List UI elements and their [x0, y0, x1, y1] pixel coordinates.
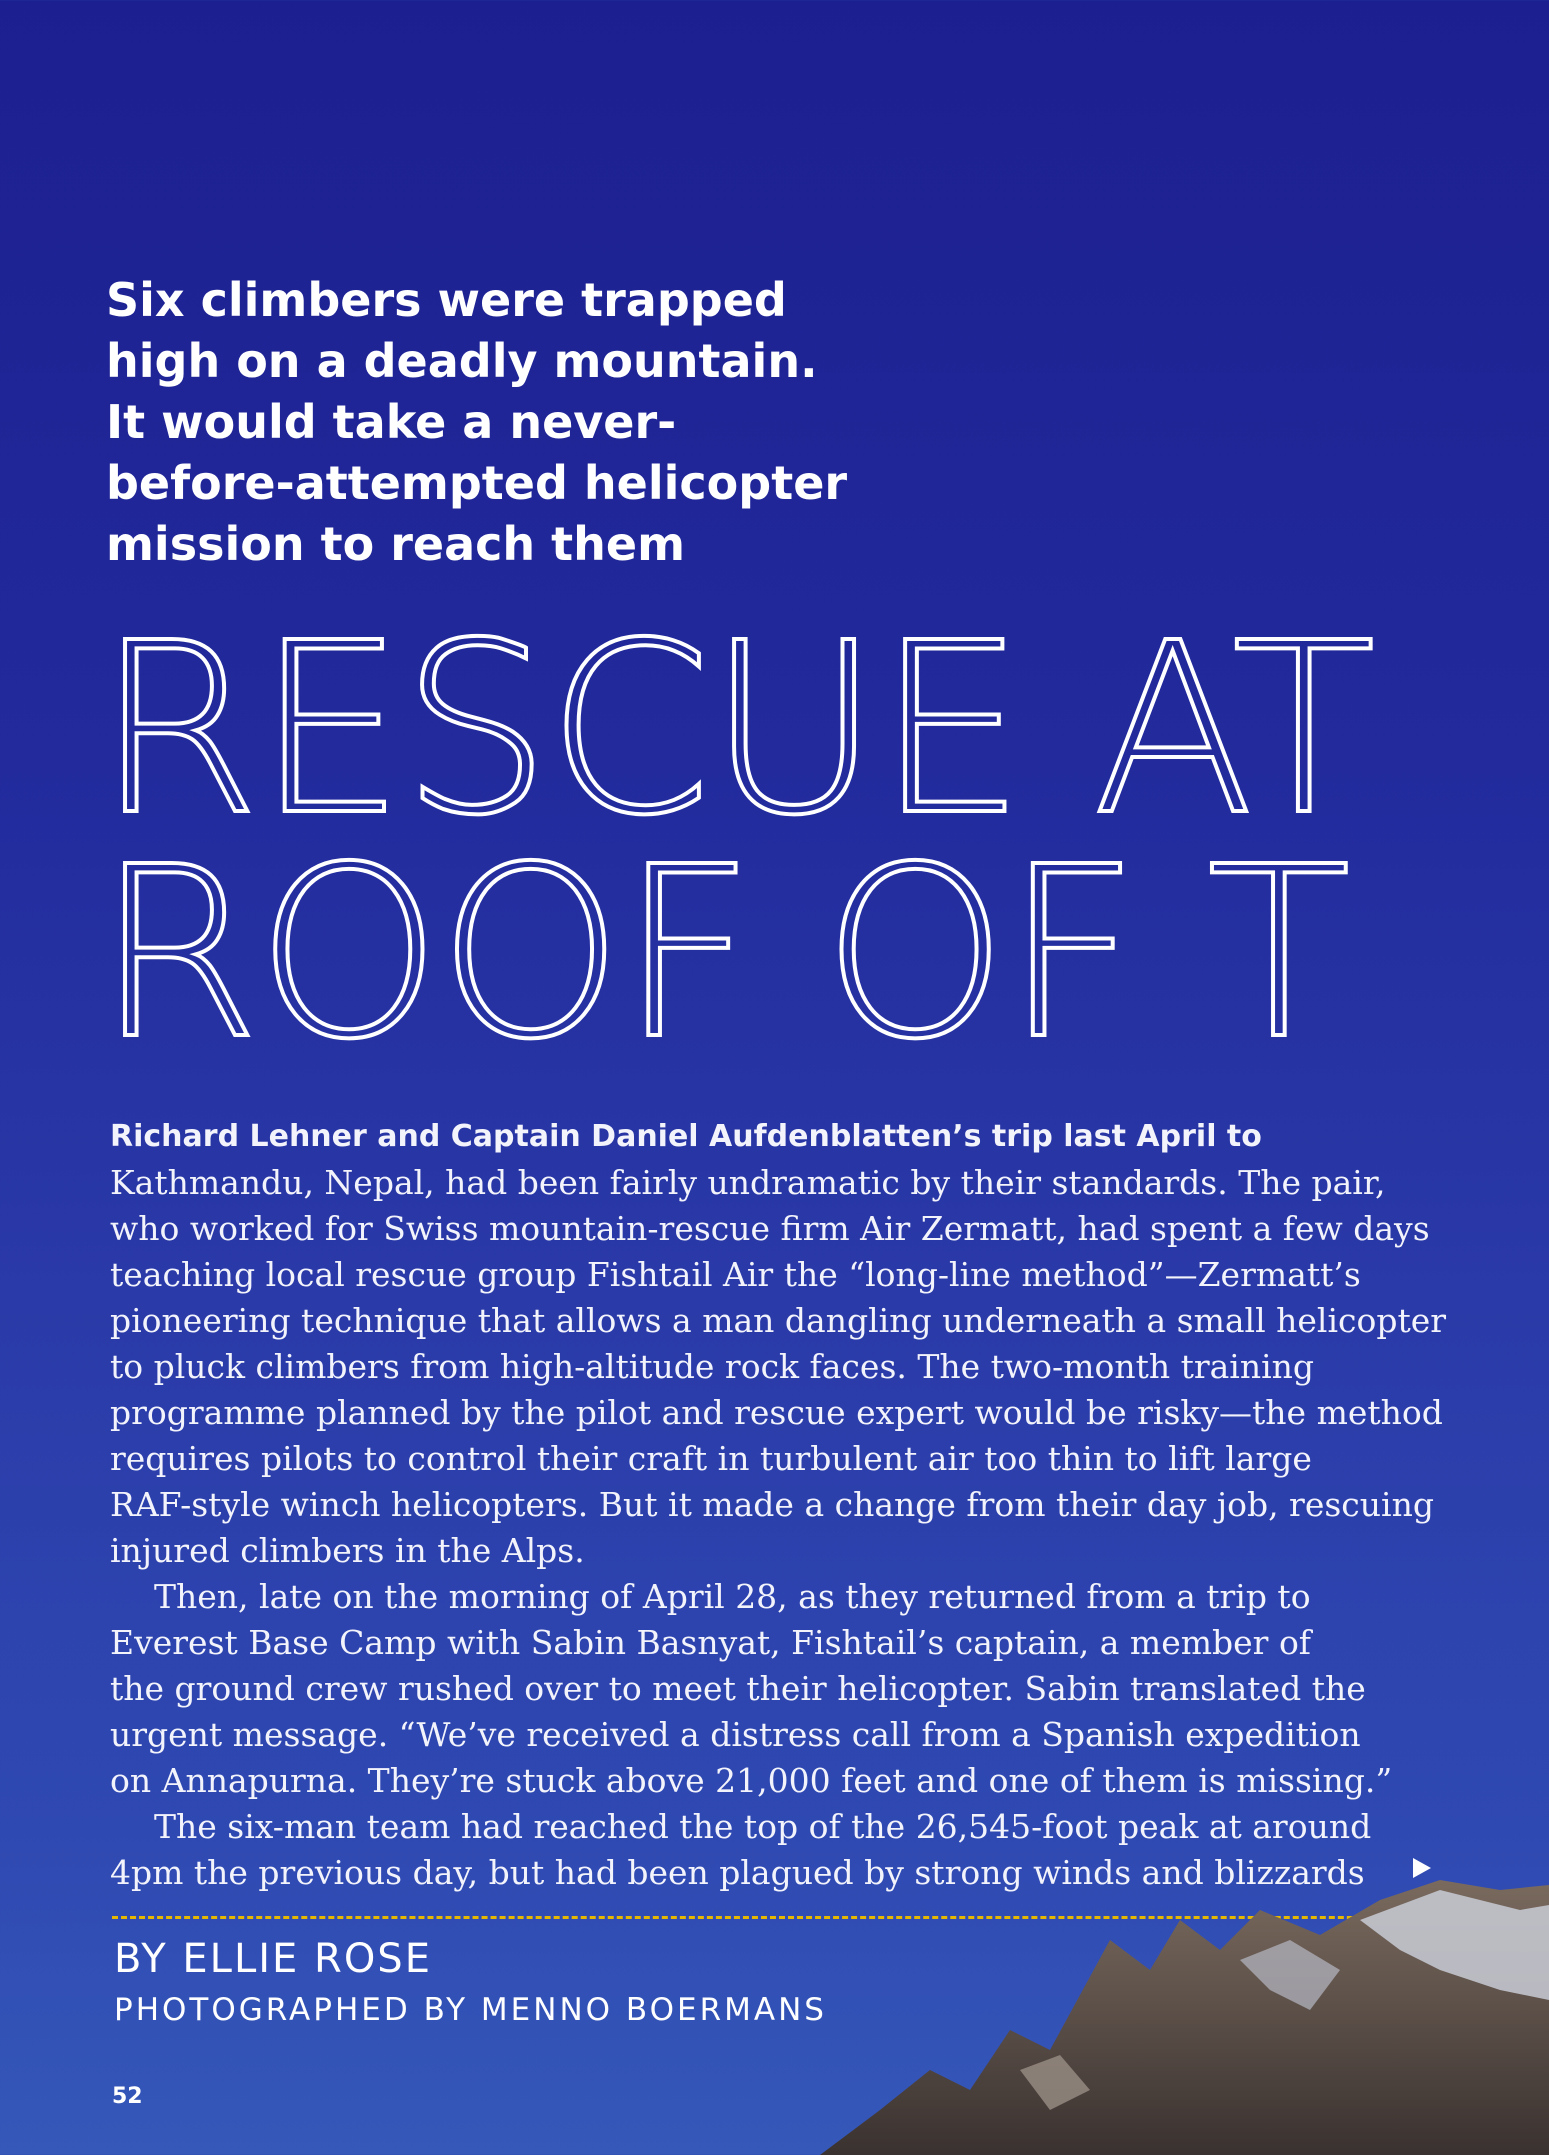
body-line: requires pilots to control their craft in turbulent air too thin to lift large: [110, 1439, 1312, 1478]
continue-arrow-icon: [1413, 1858, 1431, 1878]
page-number: 52: [112, 2084, 143, 2109]
lead-in: Richard Lehner and Captain Daniel Aufdenblatten’s trip last April to: [110, 1119, 1262, 1154]
standfirst-line: mission to reach them: [106, 517, 686, 571]
body-line: the ground crew rushed over to meet their helicopter. Sabin translated the: [110, 1669, 1366, 1708]
body-line: pioneering technique that allows a man dangling underneath a small helicopter: [110, 1301, 1447, 1340]
standfirst-line: high on a deadly mountain.: [106, 334, 818, 388]
standfirst-line: It would take a never-: [106, 395, 677, 449]
byline: BY ELLIE ROSE: [114, 1936, 432, 1982]
body-line: urgent message. “We’ve received a distress call from a Spanish expedition: [110, 1715, 1361, 1754]
body-line: who worked for Swiss mountain-rescue firm Air Zermatt, had spent a few days: [110, 1209, 1430, 1248]
article-body: [110, 1114, 1447, 1896]
body-line: to pluck climbers from high-altitude rock faces. The two-month training: [110, 1347, 1315, 1386]
headline-line: ROOF OF T: [96, 816, 1347, 1091]
body-line: injured climbers in the Alps.: [110, 1531, 585, 1570]
mountain-peaks-image: [820, 1880, 1549, 2155]
photo-credit: PHOTOGRAPHED BY MENNO BOERMANS: [114, 1992, 827, 2028]
body-line: on Annapurna. They’re stuck above 21,000 feet and one of them is missing.”: [110, 1761, 1393, 1800]
headline-line: RESCUE AT: [96, 592, 1372, 867]
headline: [96, 592, 1549, 1091]
body-line: The six-man team had reached the top of the 26,545-foot peak at around: [154, 1807, 1372, 1846]
body-line: 4pm the previous day, but had been plagued by strong winds and blizzards: [110, 1853, 1365, 1892]
standfirst-line: before-attempted helicopter: [106, 456, 848, 510]
body-line: teaching local rescue group Fishtail Air the “long-line method”—Zermatt’s: [110, 1255, 1361, 1294]
body-line: Everest Base Camp with Sabin Basnyat, Fishtail’s captain, a member of: [110, 1623, 1312, 1662]
body-line: programme planned by the pilot and rescue expert would be risky—the method: [110, 1393, 1443, 1432]
body-line: Then, late on the morning of April 28, as they returned from a trip to: [154, 1577, 1311, 1616]
body-line: RAF-style winch helicopters. But it made a change from their day job, rescuing: [110, 1485, 1434, 1524]
body-line: Kathmandu, Nepal, had been fairly undramatic by their standards. The pair,: [110, 1163, 1386, 1202]
standfirst-line: Six climbers were trapped: [106, 273, 787, 327]
standfirst: [106, 270, 1006, 575]
